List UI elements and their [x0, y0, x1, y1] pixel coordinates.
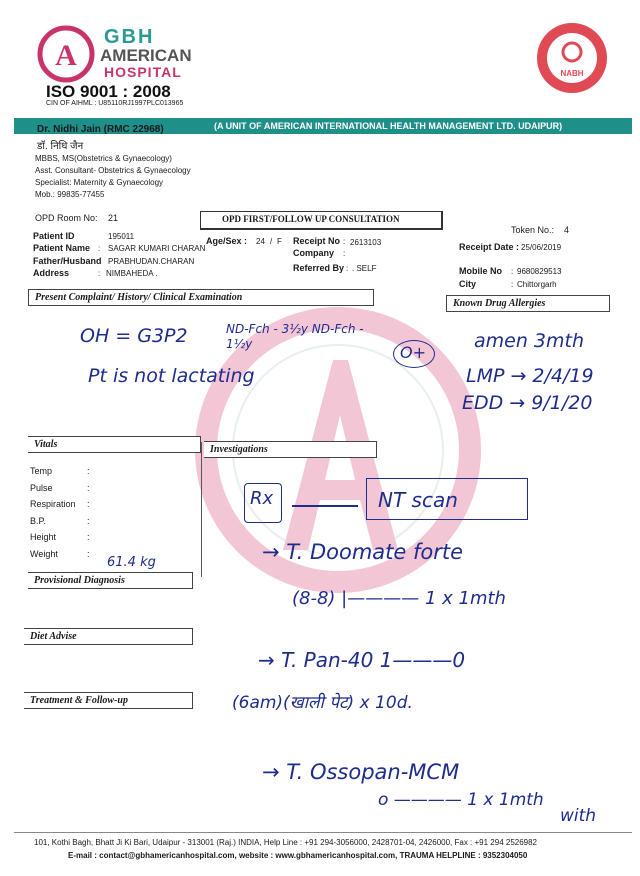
nabh-seal: [534, 20, 610, 101]
vital-colon: :: [87, 515, 90, 526]
brand-gbh: GBH: [104, 26, 155, 48]
doctor-post: Asst. Consultant- Obstetrics & Gynaecology: [35, 166, 191, 175]
provisional-header: Provisional Diagnosis: [28, 572, 193, 589]
father-label: Father/Husband: [33, 256, 102, 266]
investigations-header: Investigations: [204, 441, 377, 458]
referred-value: . SELF: [352, 264, 377, 273]
doctor-degree: MBBS, MS(Obstetrics & Gynaecology): [35, 154, 172, 163]
complaint-children: ND-Fch - 3½y ND-Fch - 1½y: [226, 322, 364, 351]
doctor-specialist: Specialist: Maternity & Gynaecology: [35, 178, 164, 187]
address-label: Address: [33, 268, 70, 278]
patient-name-value: SAGAR KUMARI CHARAN: [108, 244, 206, 253]
vital-colon: :: [87, 482, 90, 493]
diet-header: Diet Advise: [24, 628, 193, 645]
receipt-date-value: 25/06/2019: [521, 243, 562, 252]
vital-label: Temp: [30, 466, 53, 476]
vitals-header: Vitals: [28, 436, 201, 453]
receipt-date-label: Receipt Date :: [459, 242, 520, 252]
doctor-name: Dr. Nidhi Jain (RMC 22968): [37, 124, 164, 135]
address-colon: :: [98, 269, 101, 278]
company-label: Company: [293, 248, 335, 258]
logo-letter: A: [55, 39, 77, 72]
med3-note: with: [560, 806, 597, 826]
lmp-note: LMP → 2/4/19: [466, 365, 594, 387]
allergies-header: Known Drug Allergies: [446, 295, 610, 312]
brand-hospital: HOSPITAL: [104, 64, 182, 80]
sex-value: F: [277, 237, 282, 246]
complaint-lactation: Pt is not lactating: [88, 365, 255, 387]
opd-room-label: OPD Room No:: [35, 213, 98, 223]
receipt-value: 2613103: [350, 238, 382, 247]
banner-text: (A UNIT OF AMERICAN INTERNATIONAL HEALTH MANAGEMENT LTD. UDAIPUR): [214, 121, 563, 131]
nabh-label: NABH: [560, 69, 584, 78]
footer-rule: [14, 832, 632, 833]
vital-label: Respiration: [30, 499, 76, 510]
city-colon: :: [511, 280, 514, 289]
edd-note: EDD → 9/1/20: [462, 392, 593, 414]
brand-american: AMERICAN: [100, 46, 192, 65]
vital-label: Pulse: [30, 482, 53, 493]
rx-symbol: Rx: [250, 488, 274, 509]
iso-text: ISO 9001 : 2008: [46, 82, 171, 101]
allergy-note: amen 3mth: [474, 330, 585, 352]
age-value: 24: [256, 237, 265, 246]
receipt-label: Receipt No: [293, 236, 341, 246]
vital-label: B.P.: [30, 515, 46, 526]
doctor-name-hindi: डॉ. निधि जैन: [37, 141, 84, 152]
patient-id-label: Patient ID: [33, 231, 75, 241]
med3-dose: o ———— 1 x 1mth: [378, 790, 544, 810]
mobile-label: Mobile No: [459, 266, 502, 276]
referred-label: Referred By: [293, 263, 345, 273]
vital-colon: :: [87, 549, 90, 559]
age-sex-sep: /: [270, 237, 273, 246]
footer-contact: E-mail : contact@gbhamericanhospital.com, website : www.gbhamericanhospital.com, TRAUMA HELPLINE : 9352304050: [68, 851, 528, 860]
vital-colon: :: [87, 466, 90, 476]
father-value: PRABHUDAN.CHARAN: [108, 257, 195, 266]
blood-group: O+: [400, 343, 426, 362]
cin-text: CIN OF AIHML : U85110RJ1997PLC013965: [46, 100, 184, 107]
med2-dose: (6am)(खाली पेट) x 10d.: [232, 693, 413, 713]
opd-title: OPD FIRST/FOLLOW UP CONSULTATION: [222, 214, 400, 224]
vital-colon: :: [87, 499, 90, 510]
receipt-colon: :: [343, 237, 346, 246]
nt-scan: NT scan: [378, 488, 458, 512]
rx-dash: [292, 505, 358, 507]
vitals-divider: [201, 442, 202, 577]
treatment-header: Treatment & Follow-up: [24, 692, 193, 709]
opd-room-value: 21: [108, 213, 119, 223]
age-label: Age/Sex :: [206, 236, 248, 246]
patient-name-label: Patient Name: [33, 243, 91, 253]
med1-name: → T. Doomate forte: [262, 540, 464, 564]
doctor-mobile: Mob.: 99835-77455: [35, 190, 105, 199]
company-colon: :: [343, 249, 346, 258]
mobile-value: 9680829513: [517, 267, 562, 276]
vital-label: Weight: [30, 549, 58, 559]
med2-name: → T. Pan-40 1———0: [258, 648, 466, 672]
footer-address: 101, Kothi Bagh, Bhatt Ji Ki Bari, Udaipur - 313001 (Raj.) INDIA, Help Line : +91 294-3056000, 2428701-04, 2426000, Fax : +91 294 2526982: [34, 838, 538, 847]
med3-name: → T. Ossopan-MCM: [262, 760, 460, 784]
weight-value: 61.4 kg: [107, 555, 156, 570]
vital-colon: :: [87, 532, 90, 543]
complaint-header: Present Complaint/ History/ Clinical Examination: [28, 289, 374, 306]
token-value: 4: [564, 225, 570, 235]
patient-name-colon: :: [98, 244, 101, 253]
token-label: Token No.:: [511, 225, 555, 235]
complaint-obstetric: OH = G3P2: [80, 325, 188, 347]
hospital-logo: [37, 25, 95, 88]
med1-dose: (8-8) |———— 1 x 1mth: [292, 588, 506, 609]
referred-colon: :: [346, 264, 349, 273]
address-value: NIMBAHEDA .: [106, 269, 158, 278]
patient-id-value: 195011: [108, 232, 135, 241]
vital-label: Height: [30, 532, 57, 543]
city-label: City: [459, 279, 477, 289]
city-value: Chittorgarh: [517, 280, 557, 289]
mobile-colon: :: [511, 267, 514, 276]
